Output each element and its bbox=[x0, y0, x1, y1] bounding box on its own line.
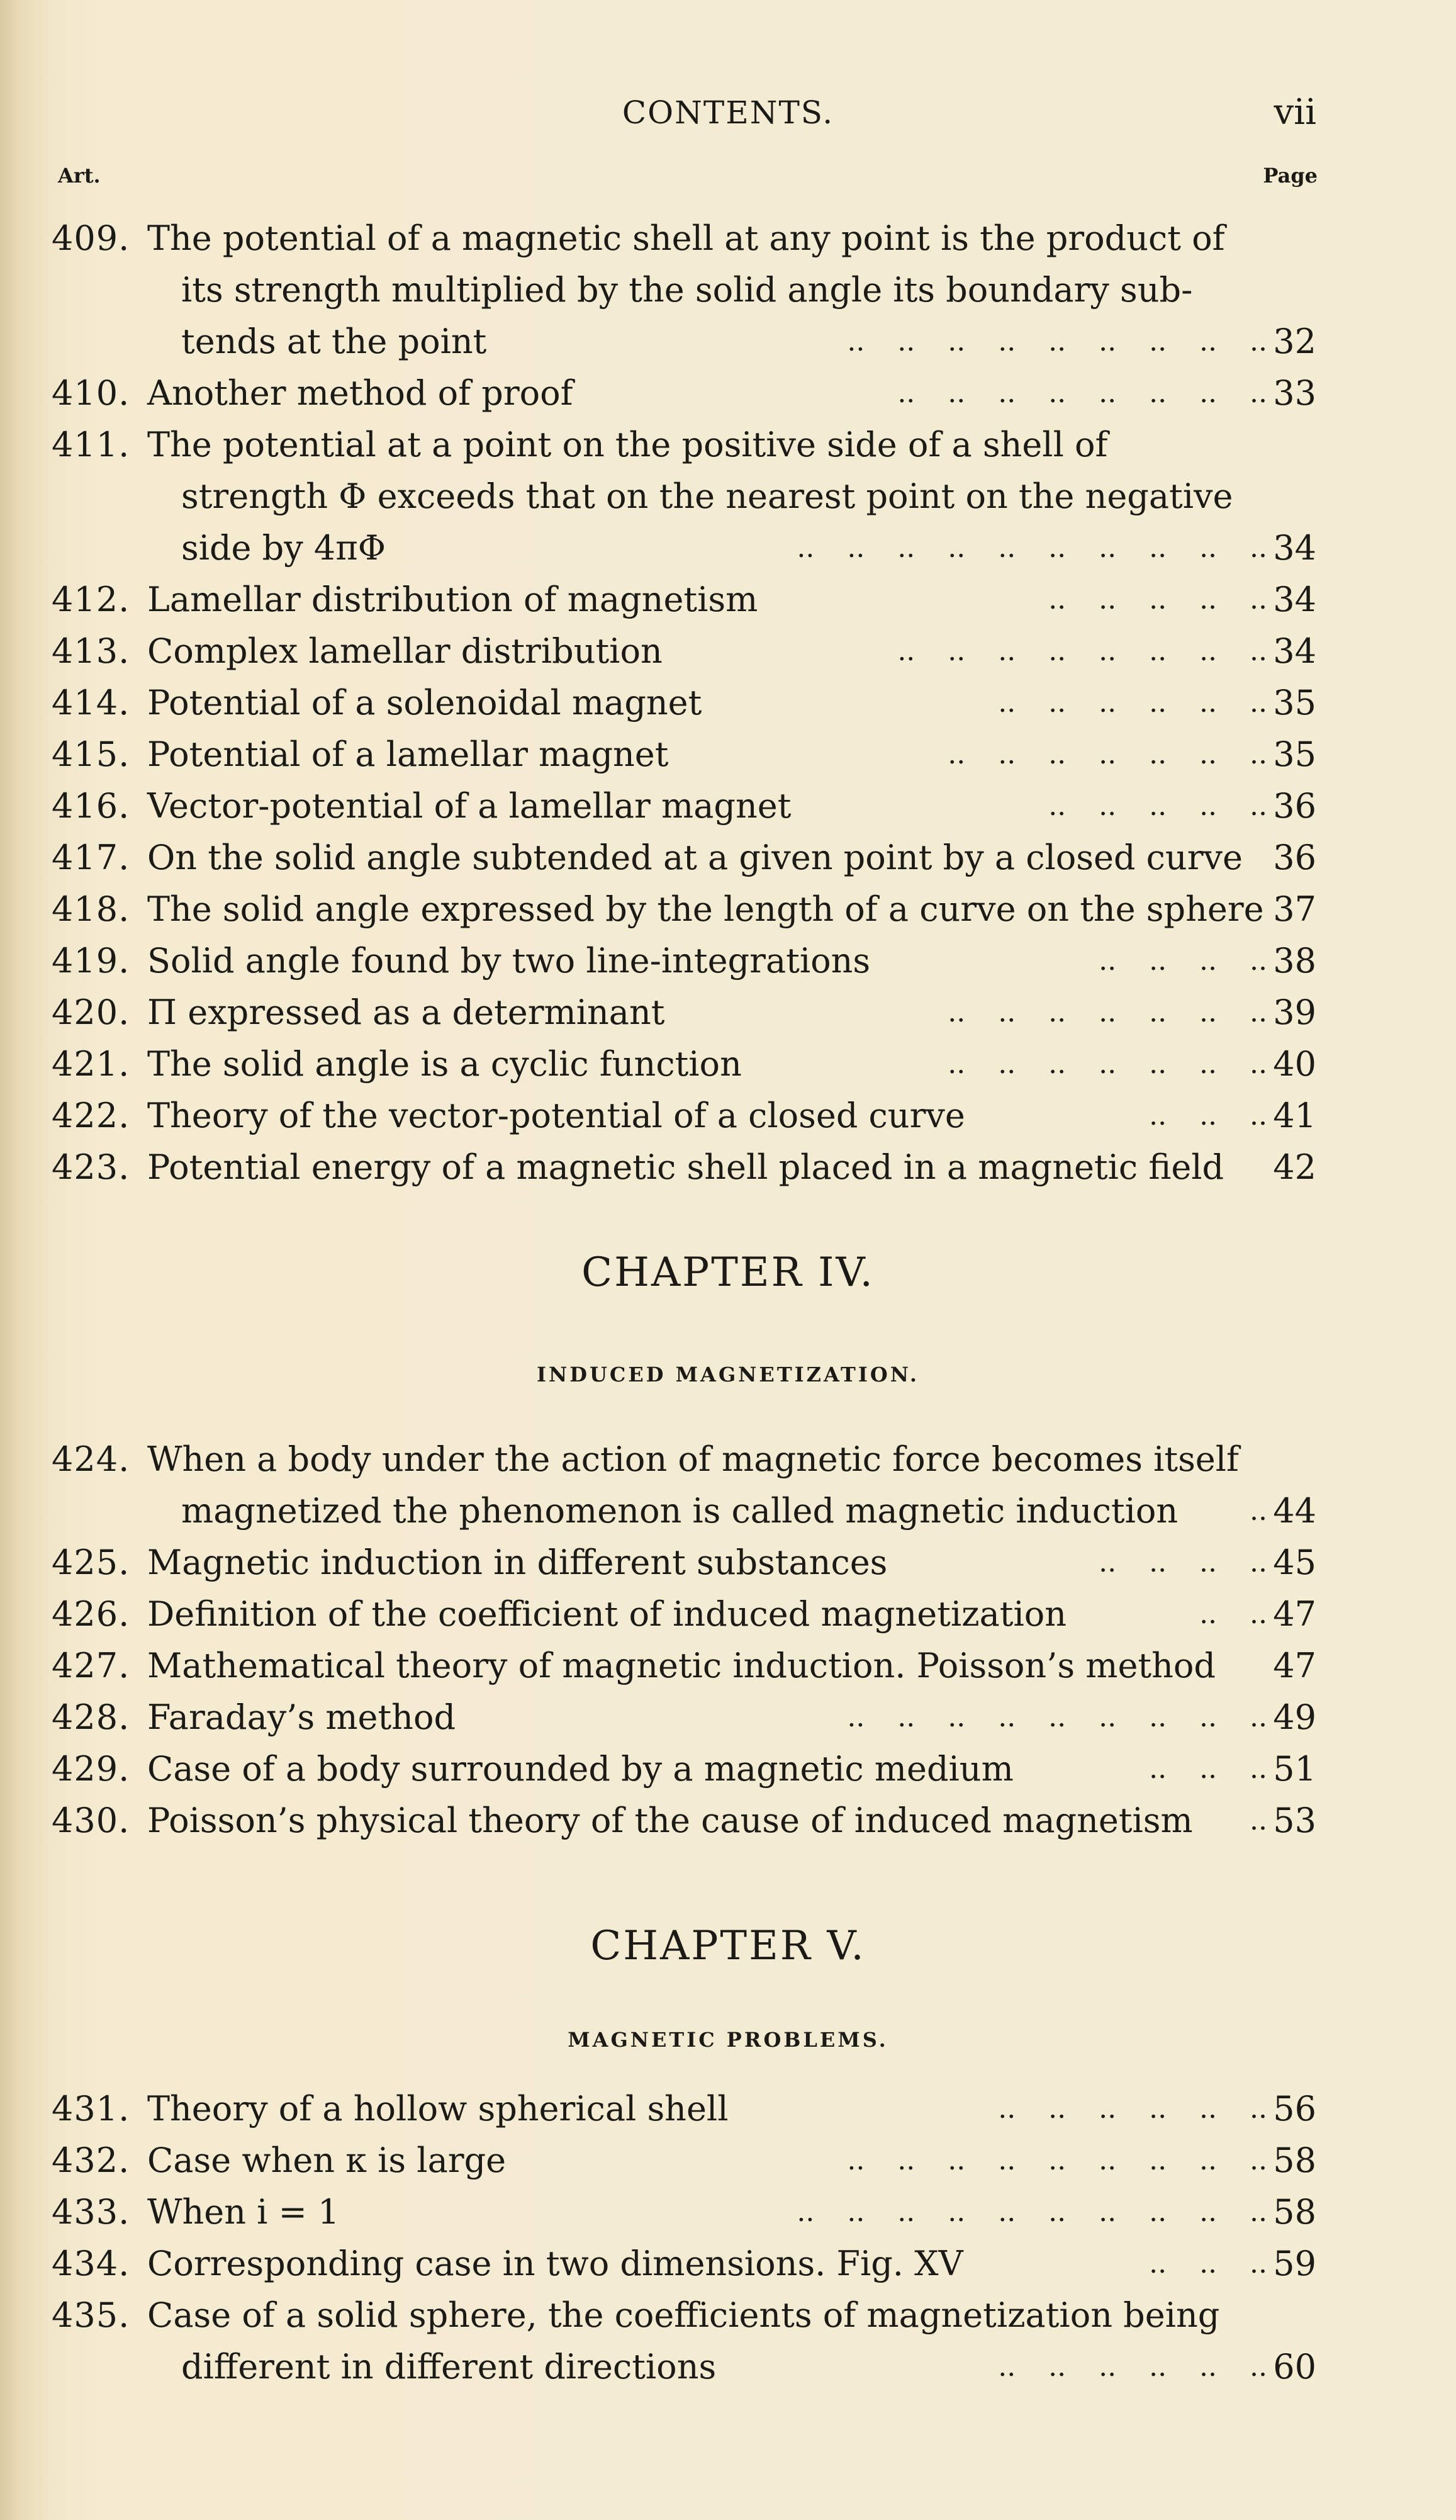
dot-leaders: .. .. .. .. .. .. .. .. .. bbox=[847, 325, 1267, 357]
toc-entry-line bbox=[0, 368, 1456, 419]
page-number[interactable]: 49 bbox=[1273, 1697, 1316, 1737]
toc-entry[interactable] bbox=[0, 729, 1456, 780]
page-number[interactable]: 53 bbox=[1273, 1801, 1316, 1840]
dot-leaders: .. .. .. .. .. .. .. .. bbox=[897, 377, 1267, 409]
entry-title: Faraday’s method bbox=[147, 1697, 456, 1737]
page-number[interactable]: 56 bbox=[1273, 2089, 1316, 2129]
page-number[interactable]: 36 bbox=[1273, 786, 1316, 826]
entry-title: magnetized the phenomenon is called magnetic induction bbox=[181, 1491, 1179, 1531]
toc-entry-line bbox=[0, 1485, 1456, 1537]
article-number: 419. bbox=[52, 941, 130, 981]
entry-title: When i = 1 bbox=[147, 2192, 340, 2232]
toc-entry-line bbox=[0, 935, 1456, 987]
article-number: 414. bbox=[52, 683, 130, 723]
toc-entry[interactable] bbox=[0, 2135, 1456, 2186]
toc-entry-line bbox=[0, 471, 1456, 522]
running-head bbox=[0, 88, 1456, 138]
entry-title: Theory of a hollow spherical shell bbox=[147, 2089, 729, 2129]
page-number[interactable]: 47 bbox=[1273, 1594, 1316, 1634]
chapter-subtitle: MAGNETIC PROBLEMS. bbox=[568, 2028, 888, 2052]
toc-entry[interactable] bbox=[0, 1038, 1456, 1090]
article-number: 427. bbox=[52, 1646, 130, 1685]
entry-title: When a body under the action of magnetic force becomes itself bbox=[147, 1439, 1240, 1479]
page-number[interactable]: 47 bbox=[1273, 1646, 1316, 1685]
page-number[interactable]: 37 bbox=[1273, 889, 1316, 929]
page-number[interactable]: 38 bbox=[1273, 941, 1316, 981]
toc-entry[interactable] bbox=[0, 1640, 1456, 1692]
article-number: 415. bbox=[52, 734, 130, 774]
page-number[interactable]: 45 bbox=[1273, 1543, 1316, 1582]
article-number: 423. bbox=[52, 1147, 130, 1187]
page-number[interactable]: 34 bbox=[1273, 631, 1316, 671]
entry-title: Definition of the coefficient of induced magnetization bbox=[147, 1594, 1067, 1634]
toc-entry-line bbox=[0, 2083, 1456, 2135]
chapter-heading: CHAPTER V. bbox=[590, 1923, 866, 1969]
toc-entry-line bbox=[0, 1640, 1456, 1692]
toc-entry-line bbox=[0, 574, 1456, 626]
article-number: 433. bbox=[52, 2192, 130, 2232]
article-number: 413. bbox=[52, 631, 130, 671]
toc-entry-line bbox=[0, 1589, 1456, 1640]
entry-title: Solid angle found by two line-integrations bbox=[147, 941, 871, 981]
page-number[interactable]: 41 bbox=[1273, 1096, 1316, 1135]
dot-leaders: .. .. .. .. .. .. .. bbox=[948, 738, 1267, 770]
entry-title: Π expressed as a determinant bbox=[147, 993, 665, 1032]
article-number: 417. bbox=[52, 838, 130, 877]
toc-entry-line bbox=[0, 1434, 1456, 1485]
dot-leaders: .. .. .. bbox=[1149, 2247, 1267, 2280]
toc-entry-line bbox=[0, 1537, 1456, 1589]
toc-entry-line bbox=[0, 1038, 1456, 1090]
page-number[interactable]: 34 bbox=[1273, 528, 1316, 568]
toc-entry[interactable] bbox=[0, 1434, 1456, 1537]
toc-entry[interactable] bbox=[0, 2290, 1456, 2393]
dot-leaders: .. .. bbox=[1199, 1598, 1267, 1630]
toc-entry[interactable] bbox=[0, 2083, 1456, 2135]
entry-title: strength Φ exceeds that on the nearest point on the negative bbox=[181, 476, 1233, 516]
dot-leaders: .. .. .. .. .. .. bbox=[998, 2093, 1267, 2125]
page-number[interactable]: 60 bbox=[1273, 2347, 1316, 2387]
page-number[interactable]: 58 bbox=[1273, 2140, 1316, 2180]
dot-leaders: .. bbox=[1250, 1804, 1267, 1837]
entry-title: side by 4πΦ bbox=[181, 528, 386, 568]
page-number[interactable]: 58 bbox=[1273, 2192, 1316, 2232]
toc-section bbox=[0, 213, 1456, 1193]
article-number: 418. bbox=[52, 889, 130, 929]
entry-title: Case of a body surrounded by a magnetic medium bbox=[147, 1749, 1014, 1789]
toc-entry[interactable] bbox=[0, 368, 1456, 419]
page-number[interactable]: 42 bbox=[1273, 1147, 1316, 1187]
page-number[interactable]: 34 bbox=[1273, 580, 1316, 619]
page-number[interactable]: 33 bbox=[1273, 373, 1316, 413]
dot-leaders: .. .. .. .. .. bbox=[1048, 790, 1267, 822]
page-number[interactable]: 36 bbox=[1273, 838, 1316, 877]
dot-leaders: .. .. .. .. .. .. .. bbox=[948, 996, 1267, 1028]
dot-leaders: .. .. .. .. .. .. .. .. bbox=[897, 635, 1267, 667]
toc-entry-line bbox=[0, 1090, 1456, 1142]
toc-entry[interactable] bbox=[0, 1795, 1456, 1847]
toc-entry[interactable] bbox=[0, 1743, 1456, 1795]
entry-title: The solid angle is a cyclic function bbox=[147, 1044, 742, 1084]
article-number: 431. bbox=[52, 2089, 130, 2129]
article-number: 428. bbox=[52, 1697, 130, 1737]
toc-entry-line bbox=[0, 2290, 1456, 2341]
page-number[interactable]: 39 bbox=[1273, 993, 1316, 1032]
toc-entry[interactable] bbox=[0, 574, 1456, 626]
toc-entry[interactable] bbox=[0, 1142, 1456, 1193]
toc-entry-line bbox=[0, 729, 1456, 780]
article-number: 426. bbox=[52, 1594, 130, 1634]
dot-leaders: .. .. .. bbox=[1149, 1100, 1267, 1132]
toc-entry-line bbox=[0, 2186, 1456, 2238]
toc-entry[interactable] bbox=[0, 419, 1456, 574]
entry-title: On the solid angle subtended at a given point by a closed curve bbox=[147, 838, 1243, 877]
chapter-heading: CHAPTER IV. bbox=[581, 1249, 875, 1296]
toc-entry-line bbox=[0, 1142, 1456, 1193]
entry-title: Case when κ is large bbox=[147, 2140, 507, 2180]
entry-title: Mathematical theory of magnetic induction. Poisson’s method bbox=[147, 1646, 1216, 1685]
toc-entry-line bbox=[0, 2238, 1456, 2290]
toc-entry-line bbox=[0, 884, 1456, 935]
page-number[interactable]: 35 bbox=[1273, 683, 1316, 723]
entry-title: different in different directions bbox=[181, 2347, 717, 2387]
article-number: 424. bbox=[52, 1439, 130, 1479]
toc-entry-line bbox=[0, 2341, 1456, 2393]
toc-entry[interactable] bbox=[0, 884, 1456, 935]
entry-title: Potential energy of a magnetic shell placed in a magnetic field bbox=[147, 1147, 1224, 1187]
article-number: 416. bbox=[52, 786, 130, 826]
article-number: 409. bbox=[52, 218, 130, 258]
entry-title: The potential at a point on the positive side of a shell of bbox=[147, 425, 1108, 464]
running-title: CONTENTS. bbox=[622, 94, 834, 131]
toc-entry[interactable] bbox=[0, 832, 1456, 884]
entry-title: Potential of a solenoidal magnet bbox=[147, 683, 702, 723]
toc-entry-line bbox=[0, 2135, 1456, 2186]
entry-title: Another method of proof bbox=[147, 373, 573, 413]
toc-entry[interactable] bbox=[0, 1589, 1456, 1640]
toc-entry-line bbox=[0, 987, 1456, 1038]
dot-leaders: .. .. .. .. .. .. .. .. .. .. bbox=[797, 532, 1267, 564]
page-number[interactable]: 44 bbox=[1273, 1491, 1316, 1531]
entry-title: The potential of a magnetic shell at any point is the product of bbox=[147, 218, 1225, 258]
page-number[interactable]: 51 bbox=[1273, 1749, 1316, 1789]
column-headers bbox=[0, 164, 1456, 195]
dot-leaders: .. .. .. .. .. .. .. bbox=[948, 1048, 1267, 1080]
toc-entry[interactable] bbox=[0, 677, 1456, 729]
page-number[interactable]: 59 bbox=[1273, 2244, 1316, 2283]
toc-entry-line bbox=[0, 264, 1456, 316]
article-number: 435. bbox=[52, 2295, 130, 2335]
page-folio: vii bbox=[1274, 92, 1316, 133]
toc-entry-line bbox=[0, 213, 1456, 264]
toc-entry-line bbox=[0, 1743, 1456, 1795]
dot-leaders: .. .. .. .. .. .. bbox=[998, 2351, 1267, 2383]
toc-entry-line bbox=[0, 626, 1456, 677]
dot-leaders: .. .. .. .. .. .. .. .. .. .. bbox=[797, 2196, 1267, 2228]
toc-entry-line bbox=[0, 1692, 1456, 1743]
toc-entry[interactable] bbox=[0, 2186, 1456, 2238]
toc-entry[interactable] bbox=[0, 987, 1456, 1038]
entry-title: Magnetic induction in different substances bbox=[147, 1543, 888, 1582]
page-number[interactable]: 40 bbox=[1273, 1044, 1316, 1084]
article-number: 430. bbox=[52, 1801, 130, 1840]
entry-title: tends at the point bbox=[181, 322, 487, 361]
page-number[interactable]: 35 bbox=[1273, 734, 1316, 774]
article-number: 411. bbox=[52, 425, 130, 464]
toc-entry[interactable] bbox=[0, 935, 1456, 987]
article-number: 422. bbox=[52, 1096, 130, 1135]
entry-title: its strength multiplied by the solid angle its boundary sub- bbox=[181, 270, 1193, 310]
toc-section bbox=[0, 1434, 1456, 1847]
dot-leaders: .. .. .. .. bbox=[1099, 1546, 1267, 1578]
article-number: 432. bbox=[52, 2140, 130, 2180]
dot-leaders: .. .. .. .. .. .. .. .. .. bbox=[847, 1701, 1267, 1733]
toc-entry[interactable] bbox=[0, 780, 1456, 832]
entry-title: Lamellar distribution of magnetism bbox=[147, 580, 758, 619]
entry-title: Case of a solid sphere, the coefficients of magnetization being bbox=[147, 2295, 1220, 2335]
toc-entry[interactable] bbox=[0, 2238, 1456, 2290]
dot-leaders: .. bbox=[1250, 1495, 1267, 1527]
article-number: 412. bbox=[52, 580, 130, 619]
entry-title: Corresponding case in two dimensions. Fig. XV bbox=[147, 2244, 963, 2283]
dot-leaders: .. .. .. .. bbox=[1099, 945, 1267, 977]
toc-entry-line bbox=[0, 780, 1456, 832]
toc-entry[interactable] bbox=[0, 626, 1456, 677]
article-number: 420. bbox=[52, 993, 130, 1032]
toc-entry-line bbox=[0, 419, 1456, 471]
toc-entry[interactable] bbox=[0, 1537, 1456, 1589]
dot-leaders: .. .. .. .. .. bbox=[1048, 583, 1267, 616]
dot-leaders: .. .. .. bbox=[1149, 1753, 1267, 1785]
article-number: 434. bbox=[52, 2244, 130, 2283]
toc-entry-line bbox=[0, 316, 1456, 368]
article-number: 410. bbox=[52, 373, 130, 413]
column-header-art: Art. bbox=[58, 164, 101, 188]
article-number: 429. bbox=[52, 1749, 130, 1789]
dot-leaders: .. .. .. .. .. .. bbox=[998, 687, 1267, 719]
entry-title: Vector-potential of a lamellar magnet bbox=[147, 786, 792, 826]
entry-title: Potential of a lamellar magnet bbox=[147, 734, 669, 774]
toc-entry-line bbox=[0, 832, 1456, 884]
chapter-subtitle: INDUCED MAGNETIZATION. bbox=[536, 1363, 920, 1387]
article-number: 425. bbox=[52, 1543, 130, 1582]
entry-title: Theory of the vector-potential of a closed curve bbox=[147, 1096, 965, 1135]
article-number: 421. bbox=[52, 1044, 130, 1084]
toc-section bbox=[0, 2083, 1456, 2393]
toc-entry-line bbox=[0, 1795, 1456, 1847]
entry-title: The solid angle expressed by the length of a curve on the sphere bbox=[147, 889, 1264, 929]
toc-entry[interactable] bbox=[0, 1090, 1456, 1142]
toc-entry[interactable] bbox=[0, 213, 1456, 368]
page-number[interactable]: 32 bbox=[1273, 322, 1316, 361]
toc-entry-line bbox=[0, 677, 1456, 729]
entry-title: Poisson’s physical theory of the cause of induced magnetism bbox=[147, 1801, 1193, 1840]
column-header-page: Page bbox=[1263, 164, 1318, 188]
entry-title: Complex lamellar distribution bbox=[147, 631, 663, 671]
toc-entry[interactable] bbox=[0, 1692, 1456, 1743]
dot-leaders: .. .. .. .. .. .. .. .. .. bbox=[847, 2144, 1267, 2176]
toc-entry-line bbox=[0, 522, 1456, 574]
